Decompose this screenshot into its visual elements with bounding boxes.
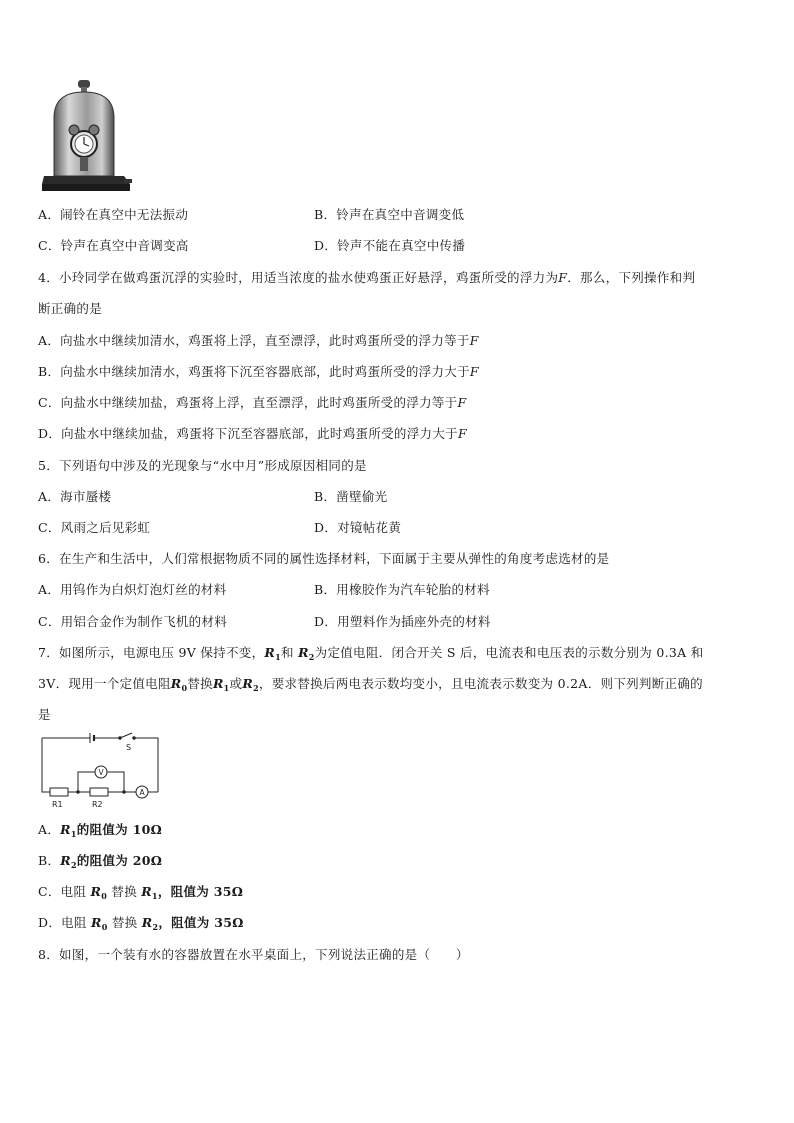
q7-option-d: D．电阻 $R_0$ 替换 $R_2$，阻值为 35Ω xyxy=(38,915,244,932)
bell-jar-illustration xyxy=(40,78,132,196)
q5-option-a: A．海市蜃楼 xyxy=(38,489,112,504)
q4-stem-line1: 4．小玲同学在做鸡蛋沉浮的实验时，用适当浓度的盐水使鸡蛋正好悬浮，鸡蛋所受的浮力为F．那么，下列操作和判 xyxy=(38,270,696,285)
voltmeter-label: V xyxy=(98,768,104,777)
q3-option-c: C．铃声在真空中音调变高 xyxy=(38,238,189,253)
q5-stem: 5．下列语句中涉及的光现象与“水中月”形成原因相同的是 xyxy=(38,458,367,473)
q7-stem-line3: 是 xyxy=(38,707,51,722)
q6-option-c: C．用铝合金作为制作飞机的材料 xyxy=(38,614,228,629)
r2-label: R2 xyxy=(92,800,103,809)
q7-stem-line1: 7．如图所示，电源电压 9V 保持不变，$R_1$和 $R_2$为定值电阻．闭合开关 S 后，电流表和电压表的示数分别为 0.3A 和 xyxy=(38,645,704,662)
q6-option-b: B．用橡胶作为汽车轮胎的材料 xyxy=(314,582,490,597)
q7-option-a: A．$R_1$的阻值为 10Ω xyxy=(38,822,162,839)
q3-option-a: A．闹铃在真空中无法振动 xyxy=(38,207,189,222)
q6-option-a: A．用钨作为白炽灯泡灯丝的材料 xyxy=(38,582,227,597)
q5-option-d: D．对镜帖花黄 xyxy=(314,520,402,535)
q5-option-c: C．风雨之后见彩虹 xyxy=(38,520,151,535)
switch-label: S xyxy=(126,743,132,752)
r1-label: R1 xyxy=(52,800,63,809)
q3-option-b: B．铃声在真空中音调变低 xyxy=(314,207,465,222)
q4-option-b: B．向盐水中继续加清水，鸡蛋将下沉至容器底部，此时鸡蛋所受的浮力大于F xyxy=(38,364,479,379)
q6-option-d: D．用塑料作为插座外壳的材料 xyxy=(314,614,491,629)
q8-stem: 8．如图，一个装有水的容器放置在水平桌面上，下列说法正确的是（ ） xyxy=(38,947,469,962)
q3-option-d: D．铃声不能在真空中传播 xyxy=(314,238,466,253)
q7-stem-line2: 3V．现用一个定值电阻$R_0$替换$R_1$或$R_2$，要求替换后两电表示数均变小，且电流表示数变为 0.2A．则下列判断正确的 xyxy=(38,676,703,693)
q4-option-d: D．向盐水中继续加盐，鸡蛋将下沉至容器底部，此时鸡蛋所受的浮力大于F xyxy=(38,426,467,441)
ammeter-label: A xyxy=(139,788,145,797)
q4-option-c: C．向盐水中继续加盐，鸡蛋将上浮，直至漂浮，此时鸡蛋所受的浮力等于F xyxy=(38,395,467,410)
circuit-diagram xyxy=(38,732,164,810)
q6-stem: 6．在生产和生活中，人们常根据物质不同的属性选择材料，下面属于主要从弹性的角度考虑选材的是 xyxy=(38,551,610,566)
q4-option-a: A．向盐水中继续加清水，鸡蛋将上浮，直至漂浮，此时鸡蛋所受的浮力等于F xyxy=(38,333,479,348)
q5-option-b: B．凿壁偷光 xyxy=(314,489,388,504)
q7-option-c: C．电阻 $R_0$ 替换 $R_1$，阻值为 35Ω xyxy=(38,884,244,901)
q7-option-b: B．$R_2$的阻值为 20Ω xyxy=(38,853,163,870)
q4-stem-line2: 断正确的是 xyxy=(38,301,103,316)
